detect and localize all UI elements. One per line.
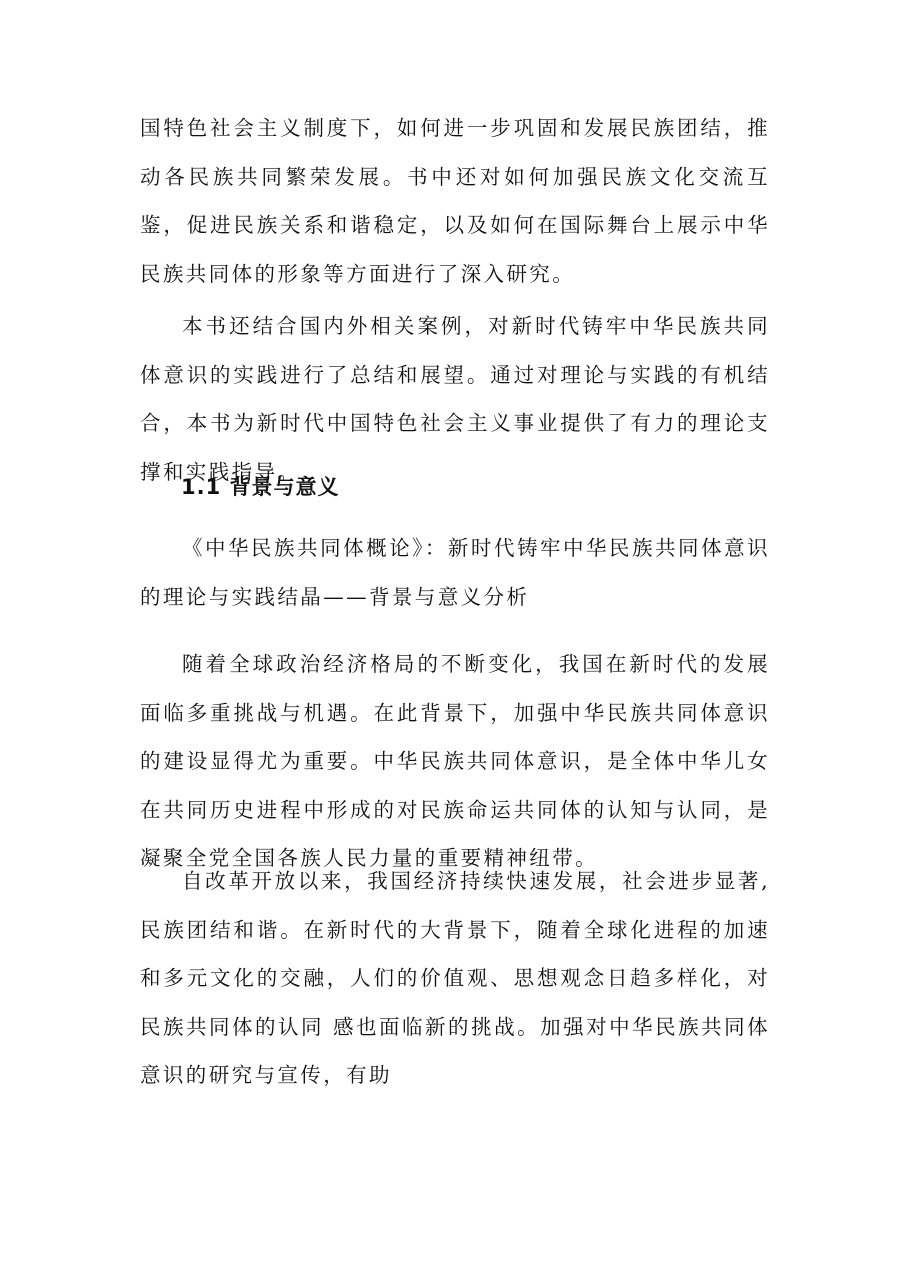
body-paragraph-background: 随着全球政治经济格局的不断变化，我国在新时代的发展面临多重挑战与机遇。在此背景下，加强中华民族共同体意识的建设显得尤为重要。中华民族共同体意识，是全体中华儿女在共同历史进程中形成的对民族命运共同体的认知与认同，是凝聚全党全国各族人民力量的重要精神纽带。 <box>140 652 770 871</box>
body-paragraph-title-line: 《中华民族共同体概论》：新时代铸牢中华民族共同体意识的理论与实践结晶——背景与意义分析 <box>140 536 770 609</box>
body-paragraph-significance: 自改革开放以来，我国经济持续快速发展，社会进步显著,民族团结和谐。在新时代的大背景下，随着全球化进程的加速和多元文化的交融，人们的价值观、思想观念日趋多样化，对民族共同体的认同 感也面临新的挑战。加强对中华民族共同体意识的研究与宣传，有助 <box>140 869 770 1088</box>
body-paragraph-summary: 本书还结合国内外相关案例，对新时代铸牢中华民族共同体意识的实践进行了总结和展望。通过对理论与实践的有机结合，本书为新时代中国特色社会主义事业提供了有力的理论支撑和实践指导。 <box>140 314 770 484</box>
body-paragraph-continued: 国特色社会主义制度下，如何进一步巩固和发展民族团结，推动各民族共同繁荣发展。书中还对如何加强民族文化交流互鉴，促进民族关系和谐稳定，以及如何在国际舞台上展示中华民族共同体的形象等方面进行了深入研究。 <box>140 116 770 286</box>
section-heading: 1.1 背景与意义 <box>181 475 340 499</box>
